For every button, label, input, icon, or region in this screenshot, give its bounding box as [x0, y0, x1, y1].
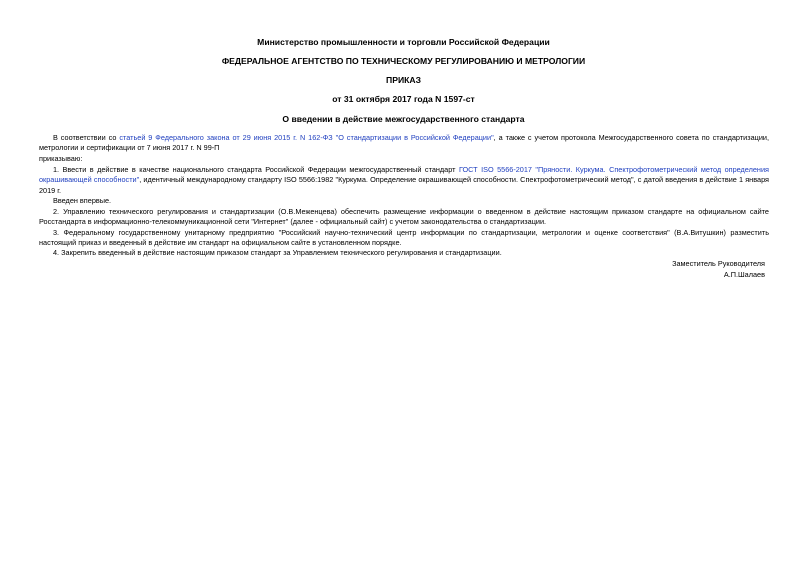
federal-law-link[interactable]: статьей 9 Федерального закона от 29 июня 2015 г. N 162-ФЗ "О стандартизации в Российской Федерации"	[119, 133, 494, 142]
item-3-paragraph: 3. Федеральному государственному унитарному предприятию "Российский научно-технический центр информации по стандартизации, метрологии и оценке соответствия" (В.А.Витушкин) разместить настоящий приказ и введенный в действие им стандарт на официальном сайте в установленном порядке.	[39, 228, 769, 248]
item-4-paragraph: 4. Закрепить введенный в действие настоящим приказом стандарт за Управлением технического регулирования и стандартизации.	[53, 248, 502, 257]
item-1-text-before: 1. Ввести в действие в качестве национального стандарта Российской Федерации межгосударственный стандарт	[53, 165, 459, 174]
doc-type-heading: ПРИКАЗ	[386, 75, 421, 85]
signature-title: Заместитель Руководителя	[672, 259, 765, 268]
date-number-heading: от 31 октября 2017 года N 1597-ст	[332, 94, 475, 104]
ministry-heading: Министерство промышленности и торговли Российской Федерации	[257, 37, 550, 47]
preamble-text-after: , а также с учетом протокола Межгосударственного совета по стандартизации, метрологии и сертификации от 7 июня 2017 г. N 99-П	[39, 133, 770, 153]
order-word: приказываю:	[39, 154, 83, 163]
item-1-text-after: , идентичный международному стандарту ISO 5566:1982 "Куркума. Определение окрашивающей способности. Спектрофотометрический метод", с датой введения в действие 1 января 2019 г.	[39, 175, 769, 195]
agency-heading: ФЕДЕРАЛЬНОЕ АГЕНТСТВО ПО ТЕХНИЧЕСКОМУ РЕГУЛИРОВАНИЮ И МЕТРОЛОГИИ	[221, 56, 586, 66]
preamble-paragraph	[39, 133, 769, 154]
first-time-note: Введен впервые.	[53, 196, 112, 205]
subject-heading: О введении в действие межгосударственного стандарта	[282, 114, 525, 124]
signature-name: А.П.Шалаев	[723, 270, 765, 279]
item-2-paragraph: 2. Управлению технического регулирования и стандартизации (О.В.Меженцева) обеспечить размещение информации о введенном в действие настоящим приказом стандарте на официальном сайте Росстандарта в информационно-телекоммуникационной сети "Интернет" (далее - официальный сайт) с учетом законодательства о стандартизации.	[39, 207, 769, 227]
gost-standard-link[interactable]: ГОСТ ISO 5566-2017 "Пряности. Куркума. Спектрофотометрический метод определения окрашивающей способности"	[39, 165, 769, 185]
preamble-text-before: В соответствии со	[53, 133, 120, 142]
item-1-paragraph	[39, 165, 769, 196]
